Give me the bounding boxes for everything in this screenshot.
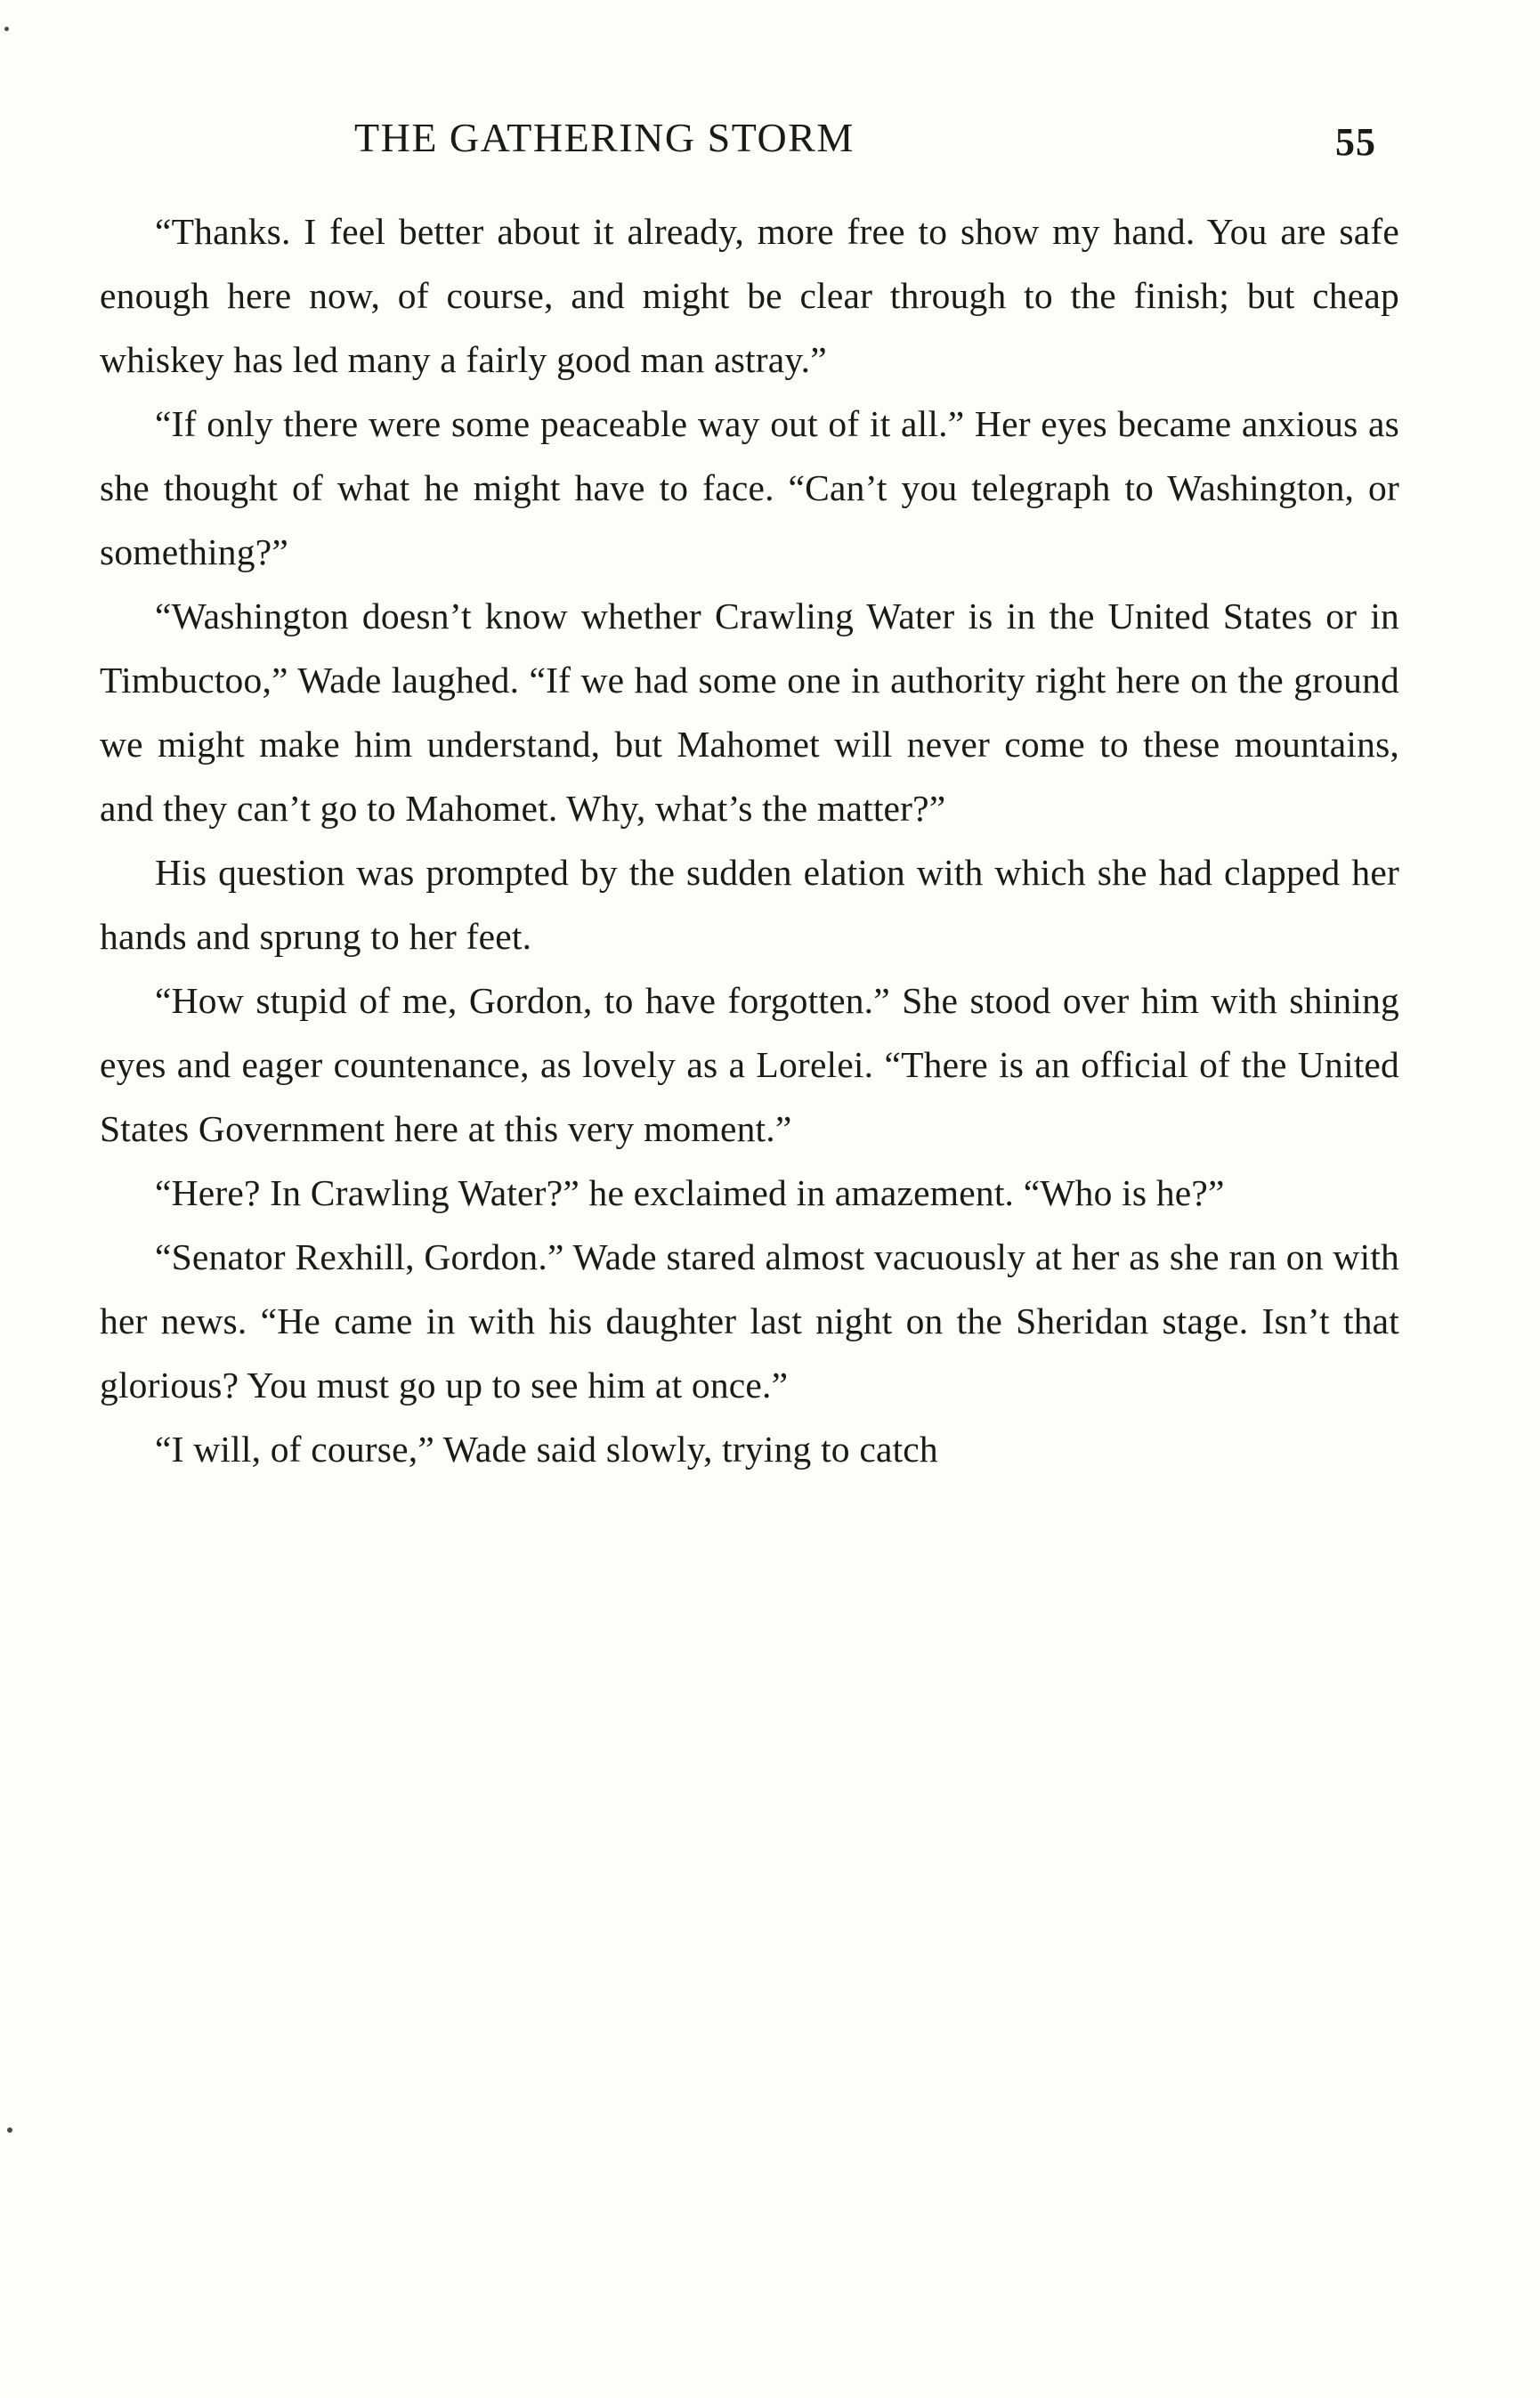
paragraph: “Washington doesn’t know whether Crawling Water is in the United States or in Timbuctoo,” Wade laughed. “If we had some one in authority right here on the ground we might make him understand, but Mahomet will never come to these mountains, and they can’t go to Mahomet. Why, what’s the matter?” [100,595,1399,829]
margin-mark-bottom-icon [7,2127,12,2133]
page-content [96,114,1431,1481]
paragraph: “Here? In Crawling Water?” he exclaimed in amazement. “Who is he?” [155,1172,1225,1213]
chapter-title: THE GATHERING STORM [354,115,855,160]
paragraph: His question was prompted by the sudden elation with which she had clapped her hands and sprung to her feet. [100,852,1399,957]
paragraph: “If only there were some peaceable way out of it all.” Her eyes became anxious as she thought of what he might have to face. “Can’t you telegraph to Washington, or something?” [100,403,1399,572]
paragraph: “I will, of course,” Wade said slowly, trying to catch [155,1429,938,1470]
paragraph: “Senator Rexhill, Gordon.” Wade stared almost vacuously at her as she ran on with her news. “He came in with his daughter last night on the Sheridan stage. Isn’t that glorious? You must go up to see him at once.” [100,1236,1399,1406]
running-head [96,114,1431,190]
paragraph: “Thanks. I feel better about it already, more free to show my hand. You are safe enough here now, of course, and might be clear through to the finish; but cheap whiskey has led many a fairly good man astray.” [100,211,1399,380]
paragraph: “How stupid of me, Gordon, to have forgotten.” She stood over him with shining eyes and eager countenance, as lovely as a Lorelei. “There is an official of the United States Government here at this very moment.” [100,980,1399,1149]
margin-mark-top-icon [4,27,9,31]
body-text [100,199,1399,1481]
page-number: 55 [1335,120,1376,164]
